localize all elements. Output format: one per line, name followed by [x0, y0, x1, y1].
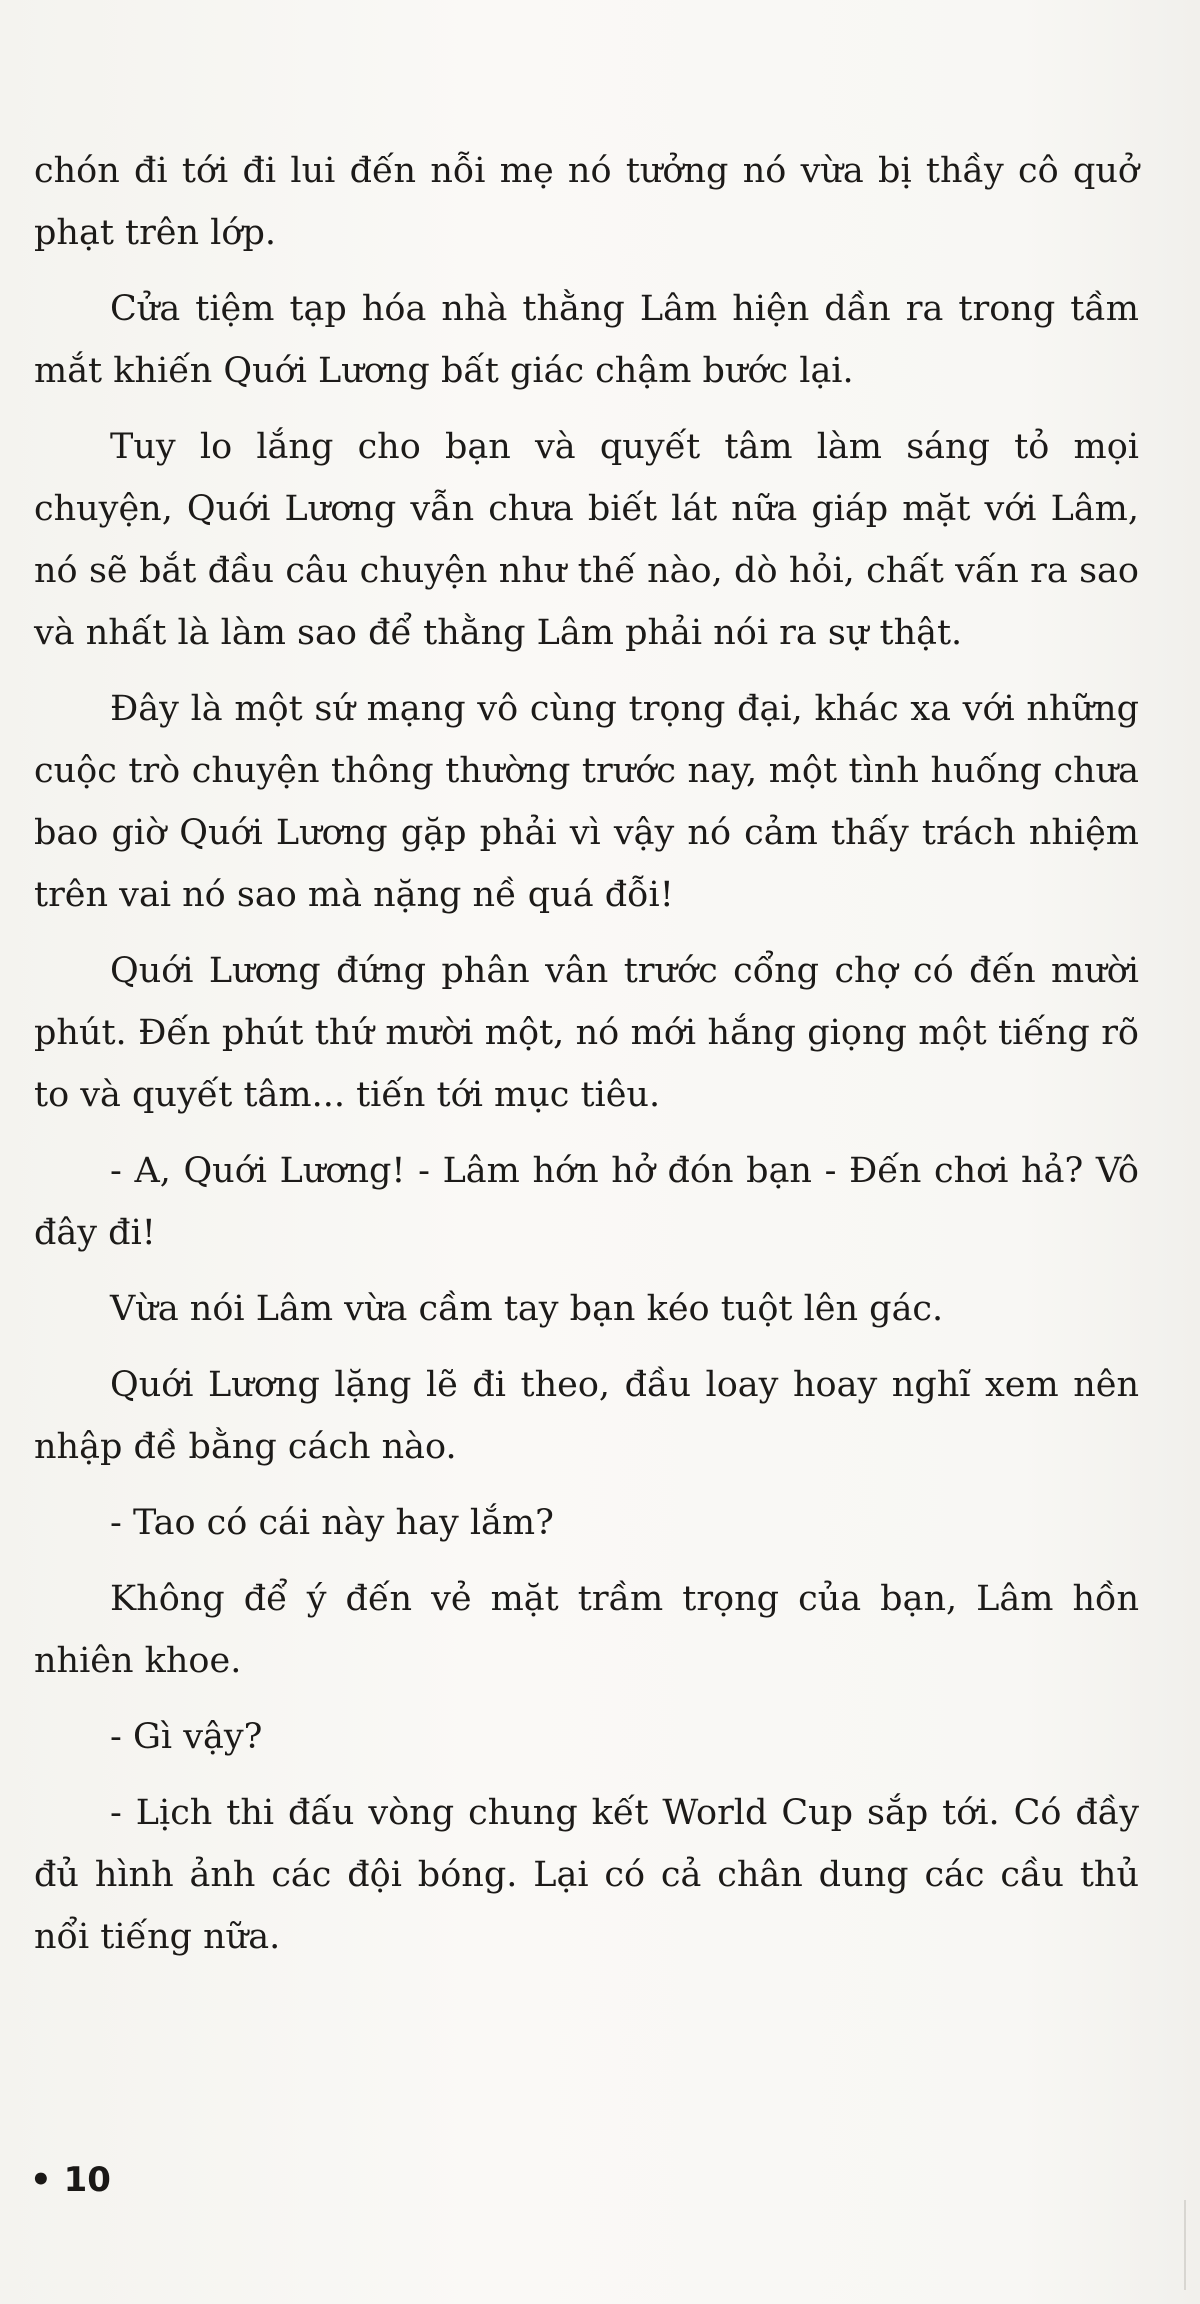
page-edge — [1184, 2200, 1186, 2290]
body-text — [34, 140, 1139, 1982]
paragraph: Tuy lo lắng cho bạn và quyết tâm làm sáng tỏ mọi chuyện, Quới Lương vẫn chưa biết lát nữa giáp mặt với Lâm, nó sẽ bắt đầu câu chuyện như thế nào, dò hỏi, chất vấn ra sao và nhất là làm sao để thằng Lâm phải nói ra sự thật. — [34, 427, 1139, 653]
dialogue-line: - A, Quới Lương! - Lâm hớn hở đón bạn - Đến chơi hả? Vô đây đi! — [34, 1151, 1139, 1253]
dialogue-line: - Tao có cái này hay lắm? — [110, 1503, 554, 1543]
paragraph: Cửa tiệm tạp hóa nhà thằng Lâm hiện dần ra trong tầm mắt khiến Quới Lương bất giác chậm bước lại. — [34, 289, 1139, 391]
page-number-bullet: • — [30, 2160, 64, 2200]
paragraph: Vừa nói Lâm vừa cầm tay bạn kéo tuột lên gác. — [110, 1289, 944, 1329]
page-number — [30, 2160, 111, 2200]
page-number-value: 10 — [63, 2160, 111, 2200]
dialogue-line: - Lịch thi đấu vòng chung kết World Cup sắp tới. Có đầy đủ hình ảnh các đội bóng. Lại có cả chân dung các cầu thủ nổi tiếng nữa. — [34, 1793, 1139, 1957]
paragraph: Đây là một sứ mạng vô cùng trọng đại, khác xa với những cuộc trò chuyện thông thường trước nay, một tình huống chưa bao giờ Quới Lương gặp phải vì vậy nó cảm thấy trách nhiệm trên vai nó sao mà nặng nề quá đỗi! — [34, 689, 1139, 915]
paragraph: Quới Lương lặng lẽ đi theo, đầu loay hoay nghĩ xem nên nhập đề bằng cách nào. — [34, 1365, 1139, 1467]
dialogue-line: - Gì vậy? — [110, 1717, 263, 1757]
paragraph: Quới Lương đứng phân vân trước cổng chợ có đến mười phút. Đến phút thứ mười một, nó mới hắng giọng một tiếng rõ to và quyết tâm... tiến tới mục tiêu. — [34, 951, 1139, 1115]
paragraph-continuation: chón đi tới đi lui đến nỗi mẹ nó tưởng nó vừa bị thầy cô quở phạt trên lớp. — [34, 151, 1139, 253]
paragraph: Không để ý đến vẻ mặt trầm trọng của bạn, Lâm hồn nhiên khoe. — [34, 1579, 1139, 1681]
